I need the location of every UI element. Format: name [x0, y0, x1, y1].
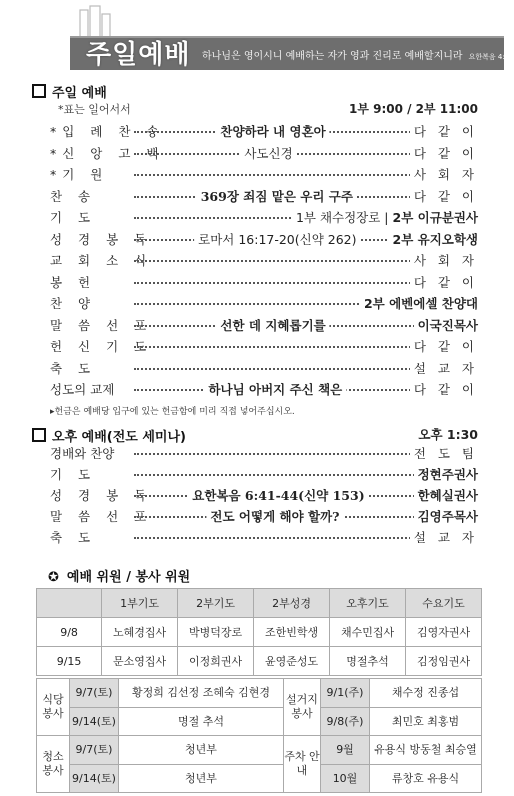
order-label: 축 도: [50, 360, 97, 376]
name-cell: 김영자권사: [406, 618, 482, 647]
order-leader: 2부 유지오학생: [389, 230, 479, 250]
offering-note: ▸헌금은 예배당 입구에 있는 헌금함에 미리 직접 넣어주십시오.: [50, 407, 295, 417]
header-title: 주일예배: [86, 40, 191, 70]
order-leader: 다 같 이: [410, 337, 478, 357]
order-detail: 사도신경: [240, 144, 296, 164]
order-label: 축 도: [50, 530, 97, 545]
header-banner: [0, 0, 514, 78]
order-leader: 설 교 자: [410, 359, 478, 379]
date-cell: 9/1(주): [320, 678, 370, 708]
order-leader: 다 같 이: [410, 273, 478, 293]
order-leader: 다 같 이: [410, 144, 478, 164]
col-header: 2부성경: [254, 589, 330, 618]
order-row: [50, 444, 478, 464]
checkbox-icon: [32, 428, 46, 442]
order-leader: 정현주권사: [414, 465, 478, 485]
duty-heading: ✪ 예배 위원 / 봉사 위원: [48, 570, 191, 585]
order-label: 성도의 교제: [50, 382, 115, 397]
order-row: [50, 465, 478, 485]
order-label: 성 경 봉 독: [50, 488, 153, 503]
order-detail: 선한 데 지혜롭기를: [216, 316, 329, 336]
names-cell: 청년부: [118, 764, 284, 793]
order-detail: 하나님 아버지 주신 책은: [204, 380, 346, 400]
gear-icon: ✪: [48, 570, 59, 585]
order-label: *기 원: [50, 167, 109, 182]
order-leader: 다 같 이: [410, 122, 478, 142]
order-label: *입 례 찬 송: [50, 124, 165, 139]
order-row: [50, 165, 478, 185]
kitchen-label: 식당 봉사: [36, 678, 70, 736]
order-leader: 전 도 팀: [410, 444, 478, 464]
order-leader: 2부 에벤에셀 찬양대: [360, 294, 478, 314]
name-cell: 이정희권사: [178, 647, 254, 676]
order-row: [50, 230, 478, 250]
morning-time: 1부 9:00 / 2부 11:00: [348, 102, 478, 116]
names-cell: 명절 추석: [118, 707, 284, 736]
name-cell: 노혜경집사: [102, 618, 178, 647]
order-detail: 전도 어떻게 해야 할까?: [206, 507, 343, 527]
order-row: [50, 380, 478, 400]
parking-label: 주차 안내: [283, 735, 321, 793]
order-row: [50, 187, 478, 207]
table-row: [37, 618, 482, 647]
order-leader: 다 같 이: [410, 187, 478, 207]
table-row: [37, 647, 482, 676]
date-cell: 9/7(토): [69, 678, 119, 708]
clean-label: 청소 봉사: [36, 735, 70, 793]
corner-cell: [37, 589, 102, 618]
order-row: [50, 251, 478, 271]
order-label: 성 경 봉 독: [50, 231, 153, 247]
order-label: 기 도: [50, 467, 97, 482]
name-cell: 문소영집사: [102, 647, 178, 676]
name-cell: 박병덕장로: [178, 618, 254, 647]
order-label: 경배와 찬양: [50, 446, 115, 461]
col-header: 오후기도: [330, 589, 406, 618]
order-detail: 369장 죄짐 맡은 우리 구주: [197, 187, 357, 207]
names-cell: 류창호 유용식: [369, 764, 482, 793]
order-label: 헌 신 기 도: [50, 339, 153, 354]
order-row: [50, 507, 478, 527]
order-row: [50, 359, 478, 379]
name-cell: 채수민집사: [330, 618, 406, 647]
afternoon-heading: 오후 예배(전도 세미나): [32, 426, 186, 445]
order-label: 기 도: [50, 210, 97, 225]
date-cell: 9/7(토): [69, 735, 119, 765]
order-leader: 사 회 자: [410, 251, 478, 271]
names-cell: 청년부: [118, 735, 284, 765]
order-label: *신 앙 고 백: [50, 145, 165, 161]
order-row: [50, 528, 478, 548]
morning-heading: 주일 예배: [32, 82, 107, 101]
order-row: [50, 144, 478, 164]
date-cell: 10월: [320, 764, 370, 793]
order-leader: 다 같 이: [410, 380, 478, 400]
dish-label: 설거지 봉사: [283, 678, 321, 736]
date-cell: 9/15: [37, 647, 102, 676]
duty-table: [36, 588, 482, 676]
date-cell: 9월: [320, 735, 370, 765]
name-cell: 명절추석: [330, 647, 406, 676]
order-label: 말 씀 선 포: [50, 509, 153, 524]
names-cell: 채수정 진종섭: [369, 678, 482, 708]
order-detail: 로마서 16:17-20(신약 262): [194, 230, 360, 250]
order-row: [50, 122, 478, 142]
col-header: 수요기도: [406, 589, 482, 618]
order-row: [50, 337, 478, 357]
service-grid: [36, 678, 482, 792]
afternoon-time: 오후 1:30: [418, 427, 478, 442]
order-leader: 사 회 자: [410, 165, 478, 185]
order-row: [50, 208, 478, 228]
order-detail: 찬양하라 내 영혼아: [216, 122, 329, 142]
order-leader: 한혜실권사: [414, 486, 478, 506]
date-cell: 9/14(토): [69, 707, 119, 736]
order-label: 교 회 소 식: [50, 253, 153, 268]
date-cell: 9/14(토): [69, 764, 119, 793]
header-verse: 하나님은 영이시니 예배하는 자가 영과 진리로 예배할지니라 요한복음 4:24: [202, 51, 514, 62]
order-row: [50, 294, 478, 314]
names-cell: 황정희 김선정 조혜숙 김현경: [118, 678, 284, 708]
name-cell: 조한빈학생: [254, 618, 330, 647]
order-leader: 이국진목사: [414, 316, 478, 336]
names-cell: 최민호 최홍범: [369, 707, 482, 736]
date-cell: 9/8(주): [320, 707, 370, 736]
checkbox-icon: [32, 84, 46, 98]
names-cell: 유용식 방동철 최승열: [369, 735, 482, 765]
order-label: 찬 송: [50, 188, 97, 204]
col-header: 1부기도: [102, 589, 178, 618]
order-label: 봉 헌: [50, 274, 97, 290]
order-detail: 요한복음 6:41-44(신약 153): [188, 486, 368, 506]
name-cell: 윤영준성도: [254, 647, 330, 676]
col-header: 2부기도: [178, 589, 254, 618]
order-row: [50, 273, 478, 293]
order-row: [50, 486, 478, 506]
order-leader: 설 교 자: [410, 528, 478, 548]
order-leader: 김영주목사: [414, 507, 478, 527]
order-label: 찬 양: [50, 296, 97, 311]
stand-note: *표는 일어서서: [58, 103, 131, 116]
name-cell: 김정임권사: [406, 647, 482, 676]
order-leader: 1부 채수정장로 | 2부 이규분권사: [292, 208, 478, 228]
date-cell: 9/8: [37, 618, 102, 647]
order-row: [50, 316, 478, 336]
order-label: 말 씀 선 포: [50, 317, 153, 333]
